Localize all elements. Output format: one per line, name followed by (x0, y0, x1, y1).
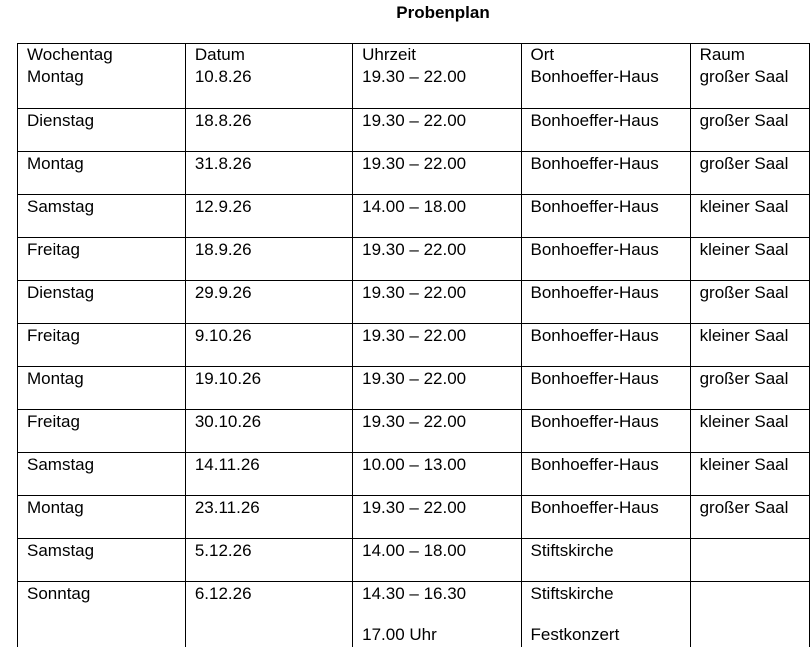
cell-weekday: Montag (18, 151, 186, 194)
table-row (18, 280, 810, 323)
cell-room: kleiner Saal (690, 452, 809, 495)
cell-date: 14.11.26 (185, 452, 352, 495)
table-row (18, 495, 810, 538)
cell-time: 19.30 – 22.00 (353, 237, 521, 280)
cell-place: Bonhoeffer-Haus (521, 151, 690, 194)
cell-date: 23.11.26 (185, 495, 352, 538)
cell-date (185, 581, 352, 647)
cell-date: 31.8.26 (185, 151, 352, 194)
table-row (18, 538, 810, 581)
cell-time: 19.30 – 22.00 (353, 108, 521, 151)
cell-place: Bonhoeffer-Haus (521, 237, 690, 280)
table-row (18, 108, 810, 151)
cell-weekday: Samstag (18, 538, 186, 581)
cell-weekday: Montag (18, 366, 186, 409)
cell-time (353, 581, 521, 647)
cell-place: Bonhoeffer-Haus (521, 495, 690, 538)
cell-weekday: Dienstag (18, 280, 186, 323)
cell-place (521, 581, 690, 647)
header-room: Raum (690, 44, 809, 66)
time-text: 14.30 – 16.30 (362, 583, 467, 603)
cell-place: Bonhoeffer-Haus (521, 452, 690, 495)
cell-place: Bonhoeffer-Haus (521, 366, 690, 409)
cell-weekday: Freitag (18, 323, 186, 366)
cell-weekday (18, 581, 186, 647)
header-date: Datum (185, 44, 352, 66)
cell-weekday: Freitag (18, 409, 186, 452)
document-title: Probenplan (396, 3, 490, 22)
cell-time: 19.30 – 22.00 (353, 280, 521, 323)
place-text: Stiftskirche (530, 583, 614, 603)
cell-room: kleiner Saal (690, 323, 809, 366)
header-weekday: Wochentag (18, 44, 186, 66)
cell-room: großer Saal (690, 366, 809, 409)
rehearsal-schedule-table (17, 43, 810, 647)
cell-time: 19.30 – 22.00 (353, 409, 521, 452)
table-row (18, 366, 810, 409)
cell-place: Bonhoeffer-Haus (521, 108, 690, 151)
cell-time: 14.00 – 18.00 (353, 194, 521, 237)
header-place: Ort (521, 44, 690, 66)
cell-time: 10.00 – 13.00 (353, 452, 521, 495)
cell-date: 12.9.26 (185, 194, 352, 237)
cell-date: 9.10.26 (185, 323, 352, 366)
cell-room: kleiner Saal (690, 409, 809, 452)
cell-weekday: Samstag (18, 194, 186, 237)
cell-time: 14.00 – 18.00 (353, 538, 521, 581)
cell-place: Bonhoeffer-Haus (521, 280, 690, 323)
cell-date: 18.8.26 (185, 108, 352, 151)
table-row (18, 581, 810, 647)
cell-room: großer Saal (690, 280, 809, 323)
cell-place: Bonhoeffer-Haus (521, 194, 690, 237)
cell-time: 19.30 – 22.00 (353, 495, 521, 538)
cell-date: 19.10.26 (185, 366, 352, 409)
table-row (18, 194, 810, 237)
cell-room: kleiner Saal (690, 194, 809, 237)
table-row (18, 323, 810, 366)
cell-weekday: Freitag (18, 237, 186, 280)
cell-place: Stiftskirche (521, 538, 690, 581)
cell-room: großer Saal (690, 151, 809, 194)
place-extra-text: Festkonzert (530, 624, 620, 644)
weekday-text: Sonntag (27, 583, 91, 603)
table-row (18, 452, 810, 495)
cell-room (690, 581, 809, 647)
cell-room: großer Saal (690, 65, 809, 108)
time-extra-text: 17.00 Uhr (362, 624, 437, 644)
cell-time: 19.30 – 22.00 (353, 323, 521, 366)
table-row (18, 409, 810, 452)
cell-time: 19.30 – 22.00 (353, 366, 521, 409)
cell-date: 30.10.26 (185, 409, 352, 452)
table-row (18, 151, 810, 194)
cell-weekday: Samstag (18, 452, 186, 495)
cell-date: 5.12.26 (185, 538, 352, 581)
cell-place: Bonhoeffer-Haus (521, 65, 690, 108)
cell-time: 19.30 – 22.00 (353, 65, 521, 108)
cell-place: Bonhoeffer-Haus (521, 409, 690, 452)
date-text: 6.12.26 (194, 583, 252, 603)
cell-time: 19.30 – 22.00 (353, 151, 521, 194)
cell-room: kleiner Saal (690, 237, 809, 280)
cell-place: Bonhoeffer-Haus (521, 323, 690, 366)
cell-room: großer Saal (690, 108, 809, 151)
cell-room (690, 538, 809, 581)
table-row (18, 65, 810, 108)
header-time: Uhrzeit (353, 44, 521, 66)
table-row (18, 237, 810, 280)
cell-weekday: Montag (18, 65, 186, 108)
cell-date: 29.9.26 (185, 280, 352, 323)
cell-weekday: Dienstag (18, 108, 186, 151)
cell-date: 10.8.26 (185, 65, 352, 108)
cell-room: großer Saal (690, 495, 809, 538)
cell-date: 18.9.26 (185, 237, 352, 280)
table-header-row (18, 44, 810, 66)
cell-weekday: Montag (18, 495, 186, 538)
